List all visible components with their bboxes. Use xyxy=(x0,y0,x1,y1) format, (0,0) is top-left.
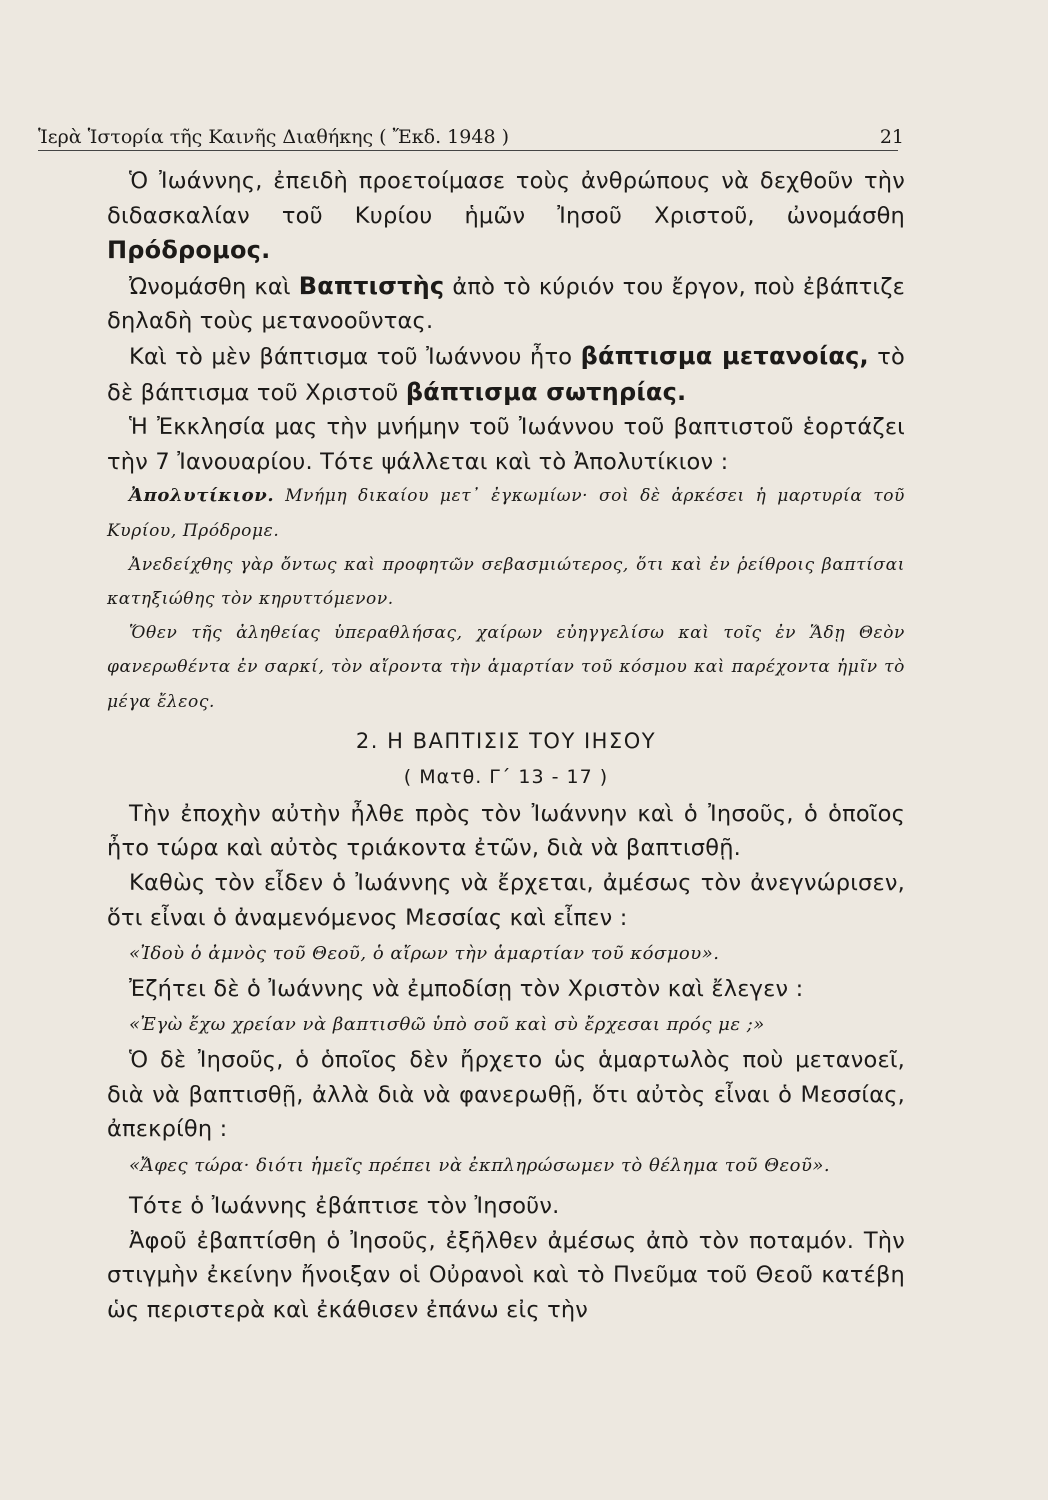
paragraph-epochin: Τὴν ἐποχὴν αὐτὴν ἦλθε πρὸς τὸν Ἰωάννην καὶ ὁ Ἰησοῦς, ὁ ὁποῖος ἦτο τώρα καὶ αὐτὸς τριάκοντα ἐτῶν, διὰ νὰ βαπτισθῇ. xyxy=(107,800,905,862)
bold-term: βάπτισμα σωτηρίας. xyxy=(405,377,687,406)
section-heading: 2. Η ΒΑΠΤΙΣΙΣ ΤΟΥ ΙΗΣΟΥ xyxy=(355,728,657,753)
hymn-verse-1 xyxy=(107,479,905,547)
quote-text: «Ἰδοὺ ὁ ἀμνὸς τοῦ Θεοῦ, ὁ αἴρων τὴν ἁμαρτίαν τοῦ κόσμου». xyxy=(129,943,720,965)
paragraph-text: Ὁ Ἰωάννης, ἐπειδὴ προετοίμασε τοὺς ἀνθρώπους νὰ δεχθοῦν τὴν διδασκαλίαν τοῦ Κυρίου ἡμῶν Ἰησοῦ Χριστοῦ, ὠνομάσθη xyxy=(107,168,905,229)
quote-amnos xyxy=(107,935,905,972)
paragraph-text: ἀπὸ τὸ κύριόν του ἔργον, ποὺ ἐβάπτιζε δηλαδὴ τοὺς μετανοοῦντας. xyxy=(107,273,905,335)
quote-text: «Ἐγὼ ἔχω χρείαν νὰ βαπτισθῶ ὑπὸ σοῦ καὶ σὺ ἔρχεσαι πρός με ;» xyxy=(129,1014,765,1036)
paragraph-ebaptise: Τότε ὁ Ἰωάννης ἐβάπτισε τὸν Ἰησοῦν. xyxy=(129,1193,560,1220)
bold-term: Πρόδρομος. xyxy=(107,236,271,265)
bold-term: βάπτισμα μετανοίας, xyxy=(580,341,869,370)
paragraph-baptistis xyxy=(107,269,905,339)
page-number: 21 xyxy=(879,126,904,148)
quote-text: «Ἄφες τώρα· διότι ἡμεῖς πρέπει νὰ ἐκπληρώσωμεν τὸ θέλημα τοῦ Θεοῦ». xyxy=(129,1154,831,1176)
paragraph-text: τὸ δὲ βάπτισμα τοῦ Χριστοῦ xyxy=(107,343,905,406)
paragraph-text: Καὶ τὸ μὲν βάπτισμα τοῦ Ἰωάννου ἦτο xyxy=(129,343,581,370)
paragraph-feast: Ἡ Ἐκκλησία μας τὴν μνήμην τοῦ Ἰωάννου τοῦ βαπτιστοῦ ἑορτάζει τὴν 7 Ἰανουαρίου. Τότε ψάλλεται καὶ τὸ Ἀπολυτίκιον : xyxy=(107,414,905,475)
hymn-verse-2: Ἀνεδείχθης γὰρ ὄντως καὶ προφητῶν σεβασμιώτερος, ὅτι καὶ ἐν ῥείθροις βαπτίσαι κατηξιώθης τὸν κηρυττόμενον. xyxy=(107,554,905,609)
hymn-verse-3: Ὅθεν τῆς ἀληθείας ὑπεραθλήσας, χαίρων εὐηγγελίσω καὶ τοῖς ἐν Ἅδῃ Θεὸν φανερωθέντα ἐν σαρκί, τὸν αἴροντα τὴν ἁμαρτίαν τοῦ κόσμου καὶ παρέχοντα ἡμῖν τὸ μέγα ἔλεος. xyxy=(107,623,905,712)
quote-afes xyxy=(107,1147,905,1184)
body-text xyxy=(107,164,905,1328)
bold-term: Βαπτιστὴς xyxy=(298,271,445,300)
hymn-label: Ἀπολυτίκιον. xyxy=(129,485,275,507)
running-title: Ἱερὰ Ἱστορία τῆς Καινῆς Διαθήκης ( Ἔκδ. 1948 ) xyxy=(38,126,509,148)
paragraph-iisous-apekrithi: Ὁ δὲ Ἰησοῦς, ὁ ὁποῖος δὲν ἤρχετο ὡς ἁμαρτωλὸς ποὺ μετανοεῖ, διὰ νὰ βαπτισθῇ, ἀλλὰ διὰ νὰ φανερωθῇ, ὅτι αὐτὸς εἶναι ὁ Μεσσίας, ἀπεκρίθη : xyxy=(107,1046,905,1143)
hymn-text: Μνήμη δικαίου μετ᾽ ἐγκωμίων· σοὶ δὲ ἀρκέσει ἡ μαρτυρία τοῦ Κυρίου, Πρόδρομε. xyxy=(107,486,905,541)
paragraph-ezitei: Ἐζήτει δὲ ὁ Ἰωάννης νὰ ἐμποδίσῃ τὸν Χριστὸν καὶ ἔλεγεν : xyxy=(129,975,804,1002)
paragraph-afou: Ἀφοῦ ἐβαπτίσθη ὁ Ἰησοῦς, ἐξῆλθεν ἀμέσως ἀπὸ τὸν ποταμόν. Τὴν στιγμὴν ἐκείνην ἤνοιξαν οἱ Οὐρανοὶ καὶ τὸ Πνεῦμα τοῦ Θεοῦ κατέβη ὡς περιστερὰ καὶ ἐκάθισεν ἐπάνω εἰς τὴν xyxy=(107,1227,905,1324)
paragraph-kathos: Καθὼς τὸν εἶδεν ὁ Ἰωάννης νὰ ἔρχεται, ἀμέσως τὸν ἀνεγνώρισεν, ὅτι εἶναι ὁ ἀναμενόμενος Μεσσίας καὶ εἶπεν : xyxy=(107,869,905,931)
paragraph-prodromos xyxy=(107,164,905,269)
paragraph-text: Ὠνομάσθη καὶ xyxy=(129,273,299,300)
quote-chreian xyxy=(107,1006,905,1043)
scripture-reference: ( Ματθ. Γ΄ 13 - 17 ) xyxy=(403,765,609,788)
paragraph-baptisma xyxy=(107,339,905,410)
running-header xyxy=(38,126,904,151)
